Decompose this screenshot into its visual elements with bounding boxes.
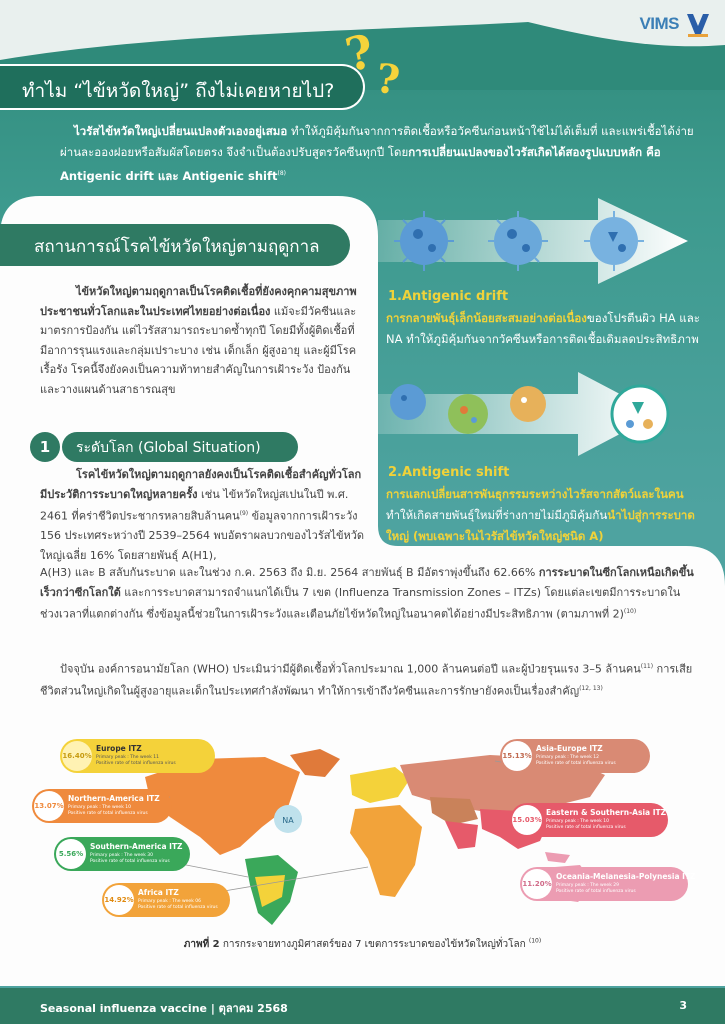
section-body-bold: ไข้หวัดใหญ่ตามฤดูกาลเป็นโรคติดเชื้อที่ยังคงคุกคามสุขภาพประชาชนทั่วโลกและในประเทศไทยอย่างต่อเนื่อง xyxy=(40,285,357,318)
itz-peak xyxy=(90,853,170,865)
intro-bold-tail: การเปลี่ยนแปลงของไวรัสเกิดได้สองรูปแบบหลัก คือ Antigenic drift และ Antigenic shift xyxy=(60,145,661,183)
global-p1-bold: โรคไข้หวัดใหญ่ตามฤดูกาลยังคงเป็นโรคติดเชื้อสำคัญทั่วโลก มีประวัติการระบาดใหญ่หลายครั้ง xyxy=(40,468,362,501)
global-p1-text-2: ข้อมูลจากการเฝ้าระวัง 156 ประเทศระหว่างปี 2539–2564 พบอัตราผลบวกของไวรัสไข้หวัดใหญ่เฉลี่ย 16% โดยสายพันธุ์ A(H1), xyxy=(40,509,365,562)
itz-pct: 14.92% xyxy=(104,885,134,915)
global-p1-text: เช่น ไข้หวัดใหญ่สเปนในปี พ.ศ. 2461 ที่คร่าชีวิตประชากรหลายสิบล้านคน xyxy=(40,487,349,523)
itz-card-eastern-southern-asia xyxy=(510,803,668,837)
antigenic-drift-illustration xyxy=(378,198,698,284)
itz-rate: Positive rate of total influenza virus xyxy=(546,825,626,830)
shift-desc-bold: การแลกเปลี่ยนสารพันธุกรรมระหว่างไวรัสจากสัตว์และในคน xyxy=(386,487,684,501)
section-title: สถานการณ์โรคไข้หวัดใหญ่ตามฤดูกาล xyxy=(34,237,320,257)
mv-logo-icon xyxy=(685,10,711,38)
itz-name: Europe ITZ xyxy=(96,744,142,753)
itz-week: Primary peak : The week 06 xyxy=(138,899,201,904)
itz-name: Africa ITZ xyxy=(138,888,179,897)
itz-name: Oceania-Melanesia-Polynesia ITZ xyxy=(556,872,696,881)
itz-card-europe xyxy=(60,739,215,773)
figure-caption xyxy=(0,937,725,952)
itz-name: Eastern & Southern-Asia ITZ xyxy=(546,808,667,817)
global-paragraph-1 xyxy=(40,465,365,565)
page-title: ทำไม “ไข้หวัดใหญ่” ถึงไม่เคยหายไป? xyxy=(22,80,335,102)
itz-pct: 11.20% xyxy=(522,869,552,899)
global-p2-bold: การระบาดในซีกโลกเหนือเกิดขึ้นเร็วกว่าซีกโลกใต้ xyxy=(40,566,694,599)
antigenic-shift-illustration xyxy=(378,368,698,460)
itz-week: Primary peak : The week 11 xyxy=(96,755,159,760)
logo-area xyxy=(639,10,711,38)
section-body xyxy=(40,282,360,399)
itz-rate: Positive rate of total influenza virus xyxy=(536,761,616,766)
itz-pct: 5.56% xyxy=(56,839,86,869)
itz-rate: Positive rate of total influenza virus xyxy=(96,761,176,766)
page-number: 3 xyxy=(679,999,687,1012)
itz-week: Primary peak : The week 29 xyxy=(556,883,619,888)
itz-peak xyxy=(556,883,636,895)
global-p3-ref-2: (12, 13) xyxy=(579,685,603,693)
itz-card-africa xyxy=(102,883,230,917)
global-p3-ref-1: (11) xyxy=(640,663,654,670)
itz-card-oceania xyxy=(520,867,696,901)
itz-week: Primary peak : The week 10 xyxy=(546,819,609,824)
itz-pct: 15.03% xyxy=(512,805,542,835)
itz-card-northern-america xyxy=(32,789,172,823)
itz-world-map xyxy=(34,737,696,932)
subsection-title: ระดับโลก (Global Situation) xyxy=(76,440,261,456)
drift-desc-text: ของโปรตีนผิว HA และ NA ทำให้ภูมิคุ้มกันจากวัคซีนหรือการติดเชื้อเดิมลดประสิทธิภาพ xyxy=(386,311,700,346)
itz-name: Asia-Europe ITZ xyxy=(536,744,603,753)
itz-rate: Positive rate of total influenza virus xyxy=(68,811,148,816)
itz-pct: 15.13% xyxy=(502,741,532,771)
drift-description xyxy=(386,308,706,350)
global-p3-text: ปัจจุบัน องค์การอนามัยโลก (WHO) ประเมินว่ามีผู้ติดเชื้อทั่วโลกประมาณ 1,000 ล้านคนต่อปี และผู้ป่วยรุนแรง 3–5 ล้านคน xyxy=(60,662,641,676)
itz-pct: 16.40% xyxy=(62,741,92,771)
itz-card-asia-europe xyxy=(500,739,650,773)
virus-icon xyxy=(390,384,426,420)
shift-title: 2.Antigenic shift xyxy=(388,465,510,480)
global-p1-ref: (9) xyxy=(239,510,249,517)
itz-rate: Positive rate of total influenza virus xyxy=(556,889,636,894)
itz-name: Southern-America ITZ xyxy=(90,842,183,851)
itz-rate: Positive rate of total influenza virus xyxy=(90,859,170,864)
itz-name: Northern-America ITZ xyxy=(68,794,160,803)
drift-title: 1.Antigenic drift xyxy=(388,289,509,304)
virus-icon xyxy=(612,386,668,442)
itz-card-southern-america xyxy=(54,837,190,871)
shift-desc-text: ทำให้เกิดสายพันธุ์ใหม่ที่ร่างกายไม่มีภูมิคุ้มกัน xyxy=(386,508,608,522)
na-label: NA xyxy=(282,816,294,825)
itz-rate: Positive rate of total influenza virus xyxy=(138,905,218,910)
global-paragraph-2 xyxy=(40,563,695,624)
shift-desc-bold-2: นำไปสู่การระบาดใหญ่ (พบเฉพาะในไวรัสไข้หวัดใหญ่ชนิด A) xyxy=(386,508,695,543)
global-p2-text-2: และการระบาดสามารถจำแนกได้เป็น 7 เขต (Influenza Transmission Zones – ITZs) โดยแต่ละเขตมีการระบาดในช่วงเวลาที่แตกต่างกัน ซึ่งข้อมูลนี้ช่วยในการเฝ้าระวังและเตือนภัยไข้หวัดใหญ่ในอนาคตได้อย่างมีประสิทธิภาพ (ตามภาพที่ 2) xyxy=(40,585,681,621)
question-mark-icon: ? xyxy=(372,54,403,105)
section-body-text: แม้จะมีวัคซีนและมาตรการป้องกัน แต่ไวรัสสามารถระบาดซ้ำทุกปี โดยมีทั้งผู้ติดเชื้อที่มีอาการรุนแรงและกลุ่มเปราะบาง เช่น เด็กเล็ก ผู้สูงอายุ และผู้มีโรคเรื้อรัง โรคนี้จึงยังคงเป็นความท้าทายสำคัญในการเฝ้าระวัง ป้องกัน และวางแผนด้านสาธารณสุข xyxy=(40,304,357,396)
global-p2-ref: (10) xyxy=(623,608,637,615)
itz-peak xyxy=(138,899,218,911)
question-mark-icon: ? xyxy=(340,23,379,83)
virus-icon xyxy=(394,211,454,271)
itz-week: Primary peak : The week 12 xyxy=(536,755,599,760)
intro-bold-lead: ไวรัสไข้หวัดใหญ่เปลี่ยนแปลงตัวเองอยู่เสมอ xyxy=(74,124,288,138)
drift-desc-bold: การกลายพันธุ์เล็กน้อยสะสมอย่างต่อเนื่อง xyxy=(386,311,587,325)
vims-logo: VIMS xyxy=(639,14,679,33)
virus-icon xyxy=(448,394,488,434)
itz-week: Primary peak : The week 30 xyxy=(90,853,153,858)
itz-peak xyxy=(546,819,626,831)
virus-icon xyxy=(510,386,546,422)
global-p2-text: A(H3) และ B สลับกันระบาด และในช่วง ก.ค. 2563 ถึง มิ.ย. 2564 สายพันธุ์ B มีอัตราพุ่งขึ้นถึง 62.66% xyxy=(40,566,539,579)
itz-peak xyxy=(96,755,176,767)
itz-peak xyxy=(536,755,616,767)
itz-week: Primary peak : The week 10 xyxy=(68,805,131,810)
subsection-number: 1 xyxy=(30,432,60,462)
caption-bold: ภาพที่ 2 xyxy=(183,939,220,950)
itz-pct: 13.07% xyxy=(34,791,64,821)
footer-title: Seasonal influenza vaccine | ตุลาคม 2568 xyxy=(40,1002,288,1015)
intro-ref: (8) xyxy=(277,170,286,177)
caption-text: การกระจายทางภูมิศาสตร์ของ 7 เขตการระบาดของไข้หวัดใหญ่ทั่วโลก xyxy=(219,939,529,950)
global-paragraph-3 xyxy=(40,657,695,701)
itz-peak xyxy=(68,805,148,817)
caption-ref: (10) xyxy=(528,937,542,945)
shift-description xyxy=(386,484,706,547)
intro-paragraph xyxy=(60,121,698,187)
global-p3-text-2: การเสียชีวิตส่วนใหญ่เกิดในผู้สูงอายุและเด็กในประเทศกำลังพัฒนา ทำให้การเข้าถึงวัคซีนและการรักษายังคงเป็นเรื่องสำคัญ xyxy=(40,662,693,698)
intro-text: ทำให้ภูมิคุ้มกันจากการติดเชื้อหรือวัคซีนก่อนหน้าใช้ไม่ได้เต็มที่ และแพร่เชื้อได้ง่ายผ่านละอองฝอยหรือสัมผัสโดยตรง จึงจำเป็นต้องปรับสูตรวัคซีนทุกปี โดย xyxy=(60,124,694,159)
